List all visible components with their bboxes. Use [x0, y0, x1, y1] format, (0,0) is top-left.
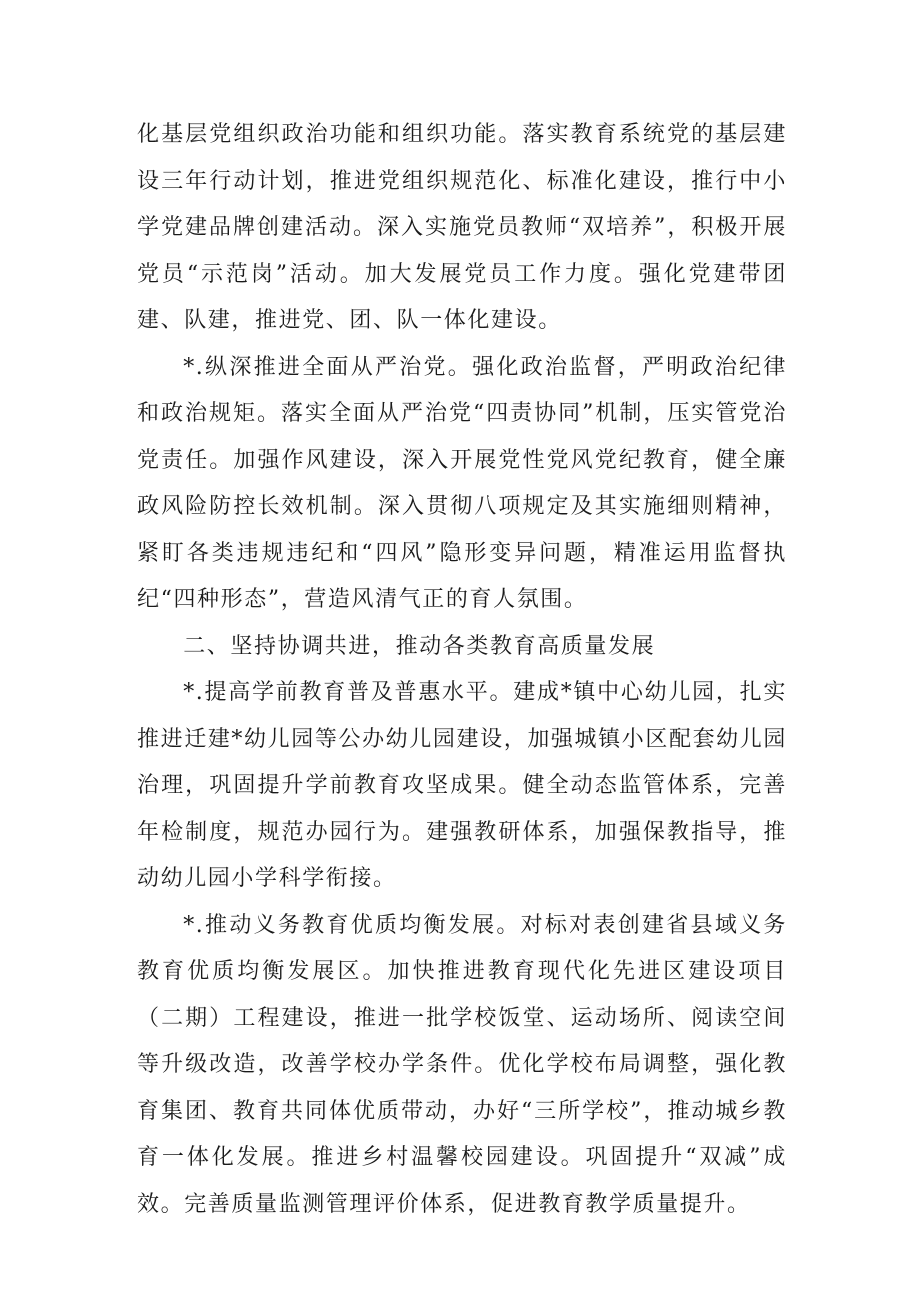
- paragraph-compulsory-education: *.推动义务教育优质均衡发展。对标对表创建省县域义务教育优质均衡发展区。加快推进教育现代化先进区建设项目（二期）工程建设，推进一批学校饭堂、运动场所、阅读空间等升级改造，改善学校办学条件。优化学校布局调整，强化教育集团、教育共同体优质带动，办好“三所学校”，推动城乡教育一体化发展。推进乡村温馨校园建设。巩固提升“双减”成效。完善质量监测管理评价体系，促进教育教学质量提升。: [137, 912, 787, 1217]
- paragraph-party-building-continued: 化基层党组织政治功能和组织功能。落实教育系统党的基层建设三年行动计划，推进党组织规范化、标准化建设，推行中小学党建品牌创建活动。深入实施党员教师“双培养”，积极开展党员“示范岗”活动。加大发展党员工作力度。强化党建带团建、队建，推进党、团、队一体化建设。: [137, 122, 787, 333]
- paragraph-strict-party-governance: *.纵深推进全面从严治党。强化政治监督，严明政治纪律和政治规矩。落实全面从严治党“四责协同”机制，压实管党治党责任。加强作风建设，深入开展党性党风党纪教育，健全廉政风险防控长效机制。深入贯彻八项规定及其实施细则精神，紧盯各类违规违纪和“四风”隐形变异问题，精准运用监督执纪“四种形态”，营造风清气正的育人氛围。: [137, 354, 787, 612]
- paragraph-preschool-education: *.提高学前教育普及普惠水平。建成*镇中心幼儿园，扎实推进迁建*幼儿园等公办幼儿园建设，加强城镇小区配套幼儿园治理，巩固提升学前教育攻坚成果。健全动态监管体系，完善年检制度，规范办园行为。建强教研体系，加强保教指导，推动幼儿园小学科学衔接。: [137, 680, 787, 891]
- section-heading-coordinated-development: 二、坚持协调共进，推动各类教育高质量发展: [183, 633, 656, 659]
- document-body: [137, 112, 787, 1228]
